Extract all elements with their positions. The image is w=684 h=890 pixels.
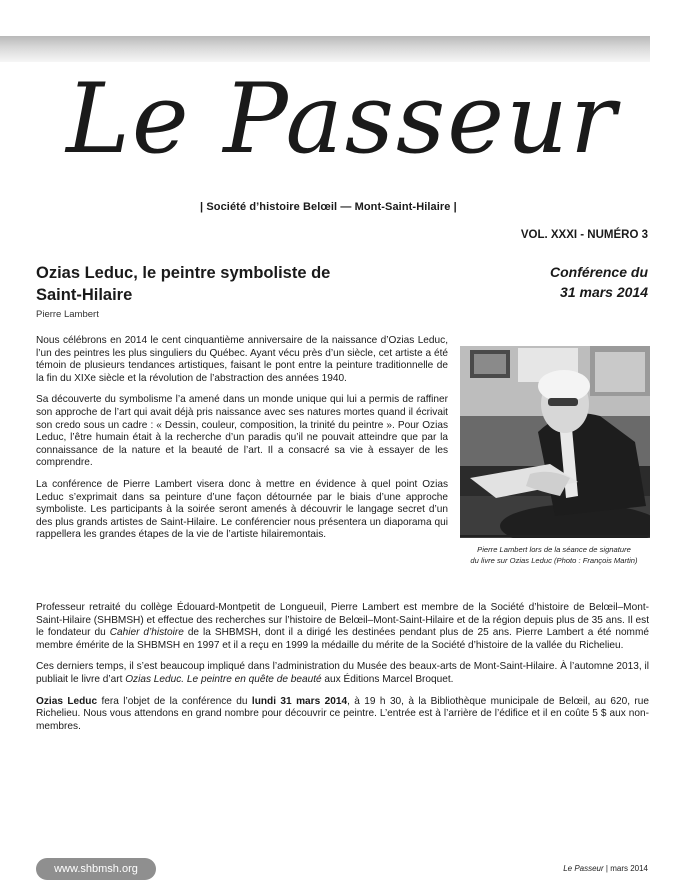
website-link[interactable]: www.shbmsh.org — [36, 858, 156, 880]
paragraph-4-italic: Cahier d’histoire — [109, 627, 184, 639]
paragraph-1: Nous célébrons en 2014 le cent cinquantième anniversaire de la naissance d’Ozias Leduc, l’un des peintres les plus singuliers du Québec. Ayant vécu près d’un siècle, cet artiste a été témoin de plusieurs tendances artistiques, faisant le pont entre la peinture traditionnelle de la fin du XIXe siècle et la révolution de l’abstraction des années 1940. — [36, 335, 448, 384]
paragraph-6-bold-1: Ozias Leduc — [36, 695, 98, 707]
issue-number: VOL. XXXI - NUMÉRO 3 — [520, 229, 648, 241]
paragraph-5 — [36, 661, 649, 686]
paragraph-5-italic: Ozias Leduc. Le peintre en quête de beauté — [125, 673, 322, 685]
paragraph-6-bold-2: lundi 31 mars 2014 — [251, 695, 348, 707]
society-subtitle: | Société d’histoire Belœil — Mont-Saint-Hilaire | — [200, 201, 457, 213]
footer-date: mars 2014 — [610, 864, 648, 873]
masthead-title: Le Passeur — [66, 63, 618, 175]
paragraph-5-text-a: Ces derniers temps, il s’est beaucoup impliqué dans l’administration du Musée des beaux-arts de Mont-Saint-Hilaire. À l’automne 2013, il publiait le livre d’art — [36, 661, 649, 685]
photo-caption — [452, 545, 656, 566]
paragraph-6 — [36, 696, 649, 734]
footer-separator: | — [603, 864, 611, 873]
author-photo — [460, 346, 650, 538]
paragraph-3: La conférence de Pierre Lambert visera donc à mettre en évidence à quel point Ozias Leduc s’exprimait dans sa peinture d’une façon détournée par le biais d’une approche symboliste. Les participants à la soirée seront amenés à découvrir le langage secret d’un des plus grands artistes de Saint-Hilaire. Le conférencier nous présentera un diaporama qui rappellera les grandes étapes de la vie de l’artiste hilairemontais. — [36, 478, 448, 541]
caption-line-2: du livre sur Ozias Leduc (Photo : François Martin) — [470, 555, 638, 565]
paragraph-2: Sa découverte du symbolisme l’a amené dans un monde unique qui lui a permis de raffiner son approche de l’art qui avait déjà pris naissance avec ses natures mortes quand il écrivait son credo sous un cadre : « Dessin, couleur, composition, la trinité du peintre ». Pour Ozias Leduc, l’être humain était à la recherche d’un paradis qu’il ne pouvait atteindre que par la connaissance de la nature et la beauté de l’art. Il a consacré sa vie à essayer de les comprendre. — [36, 394, 448, 469]
event-title-line1: Conférence du — [549, 264, 648, 280]
article-column — [36, 335, 448, 551]
article-continuation — [36, 602, 649, 742]
paragraph-6-text-a: fera l’objet de la conférence du — [97, 695, 252, 707]
paragraph-6-text-b: , à 19 h 30, à la Bibliothèque municipale de Belœil, au 620, rue Richelieu. Nous vous attendons en grand nombre pour découvrir ce peintre. L’entrée est à l’arrière de l’édifice et il en coûte 5 $ aux non-membres. — [36, 695, 649, 732]
article-author: Pierre Lambert — [36, 309, 99, 320]
article-headline: Ozias Leduc, le peintre symboliste de Saint-Hilaire — [36, 264, 331, 304]
masthead-logo — [0, 52, 684, 192]
event-title-line2: 31 mars 2014 — [560, 284, 648, 300]
paragraph-5-text-b: aux Éditions Marcel Broquet. — [321, 673, 454, 685]
paragraph-4 — [36, 602, 649, 652]
footer-publication: Le Passeur — [563, 864, 604, 873]
footer-folio — [563, 864, 648, 873]
caption-line-1: Pierre Lambert lors de la séance de signature — [477, 545, 631, 554]
event-title — [488, 262, 648, 302]
paragraph-4-text-a: Professeur retraité du collège Édouard-Montpetit de Longueuil, Pierre Lambert est membre de la Société d’histoire de Belœil–Mont-Saint-Hilaire (SHBMSH) et effectue des recherches sur l’histoire de Belœil–Mont-Saint-Hilaire et de la région depuis plus de 35 ans. Il est le fondateur du — [36, 602, 649, 639]
paragraph-4-text-b: de la SHBMSH, dont il a dirigé les destinées pendant plus de 25 ans. Pierre Lambert a été nommé membre émérite de la SHBMSH en 1997 et il a reçu en 1999 la médaille du mérite de la Société d’histoire de la vallée du Richelieu. — [36, 627, 649, 651]
